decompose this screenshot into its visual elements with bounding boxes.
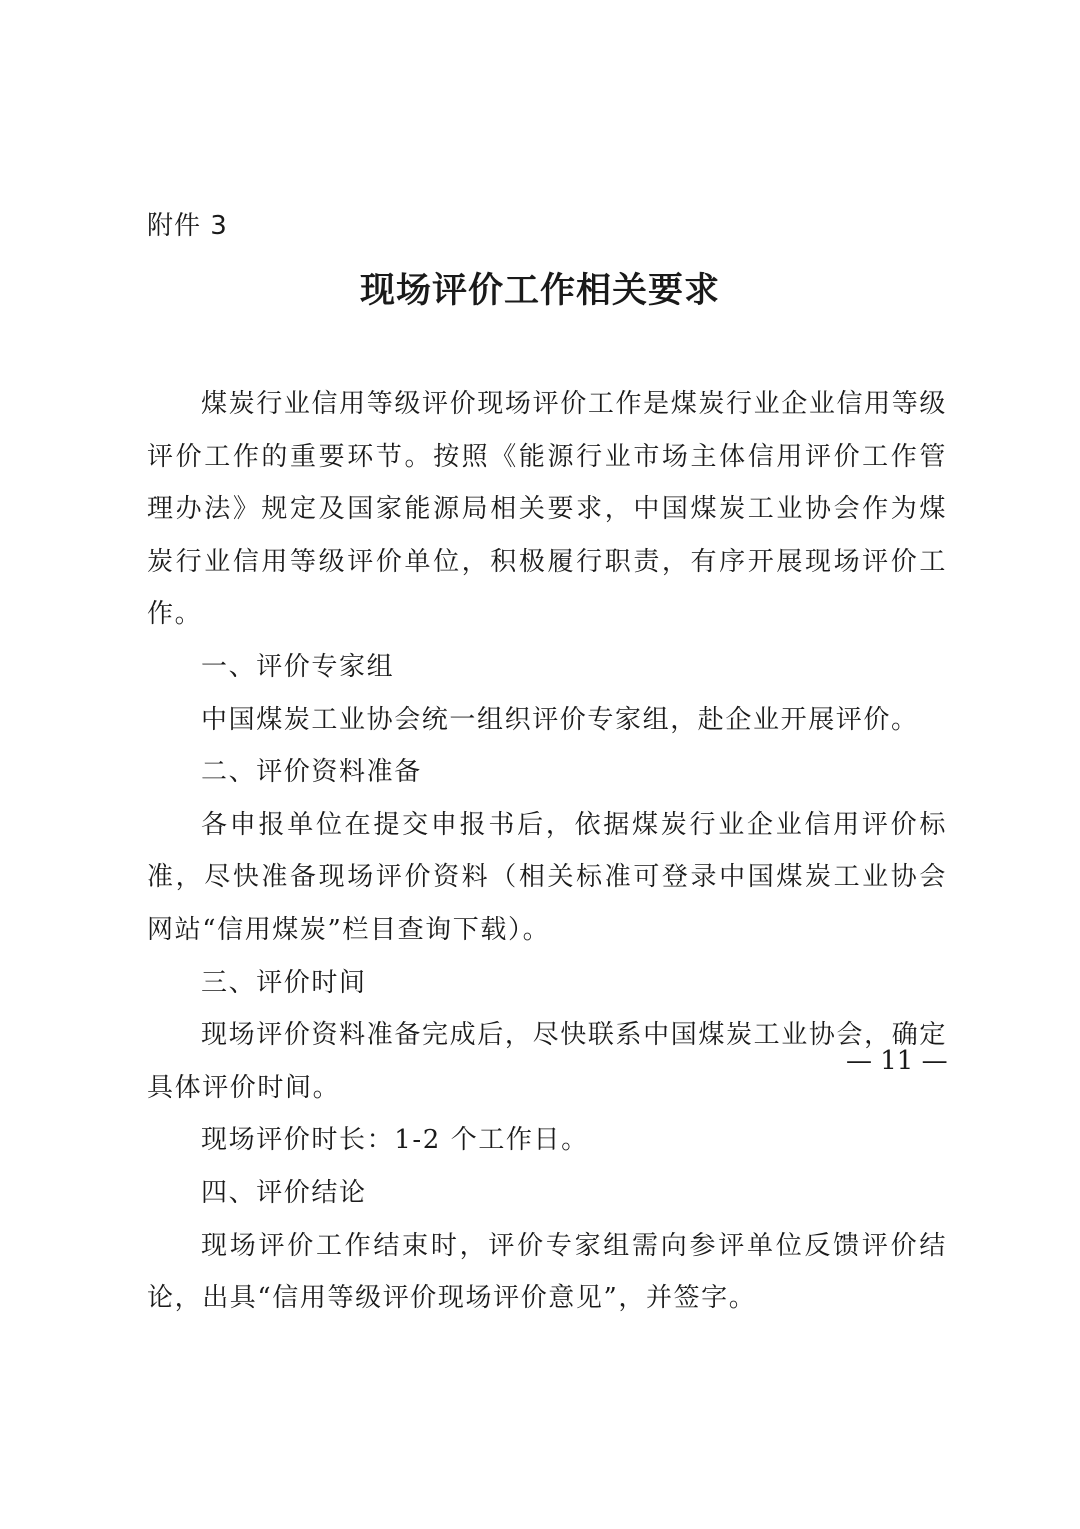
section-heading: 一、评价专家组 bbox=[201, 651, 395, 682]
section-heading: 二、评价资料准备 bbox=[201, 757, 422, 788]
intro-paragraph: 煤炭行业信用等级评价现场评价工作是煤炭行业企业信用等级评价工作的重要环节。按照《能源行业市场主体信用评价工作管理办法》规定及国家能源局相关要求，中国煤炭工业协会作为煤炭行业信用等级评价单位，积极履行职责，有序开展现场评价工作。 bbox=[147, 389, 947, 630]
section-paragraph: 中国煤炭工业协会统一组织评价专家组，赴企业开展评价。 bbox=[201, 704, 919, 735]
document-body bbox=[147, 378, 947, 1325]
section-expert-group bbox=[147, 641, 947, 746]
document-title: 现场评价工作相关要求 bbox=[359, 270, 720, 311]
section-evaluation-time bbox=[147, 957, 947, 1167]
section-paragraph: 现场评价资料准备完成后，尽快联系中国煤炭工业协会，确定具体评价时间。 bbox=[147, 1020, 947, 1103]
section-heading: 四、评价结论 bbox=[201, 1177, 367, 1208]
attachment-label: 附件 3 bbox=[147, 211, 228, 241]
section-paragraph: 现场评价时长：1-2 个工作日。 bbox=[201, 1125, 589, 1156]
section-heading: 三、评价时间 bbox=[201, 967, 367, 998]
section-paragraph: 各申报单位在提交申报书后，依据煤炭行业企业信用评价标准，尽快准备现场评价资料（相关标准可登录中国煤炭工业协会网站“信用煤炭”栏目查询下载）。 bbox=[147, 809, 947, 945]
section-material-preparation bbox=[147, 746, 947, 956]
section-paragraph: 现场评价工作结束时，评价专家组需向参评单位反馈评价结论，出具“信用等级评价现场评价意见”，并签字。 bbox=[147, 1230, 947, 1314]
section-evaluation-conclusion bbox=[147, 1167, 947, 1325]
page-number: — 11 — bbox=[846, 1046, 948, 1076]
